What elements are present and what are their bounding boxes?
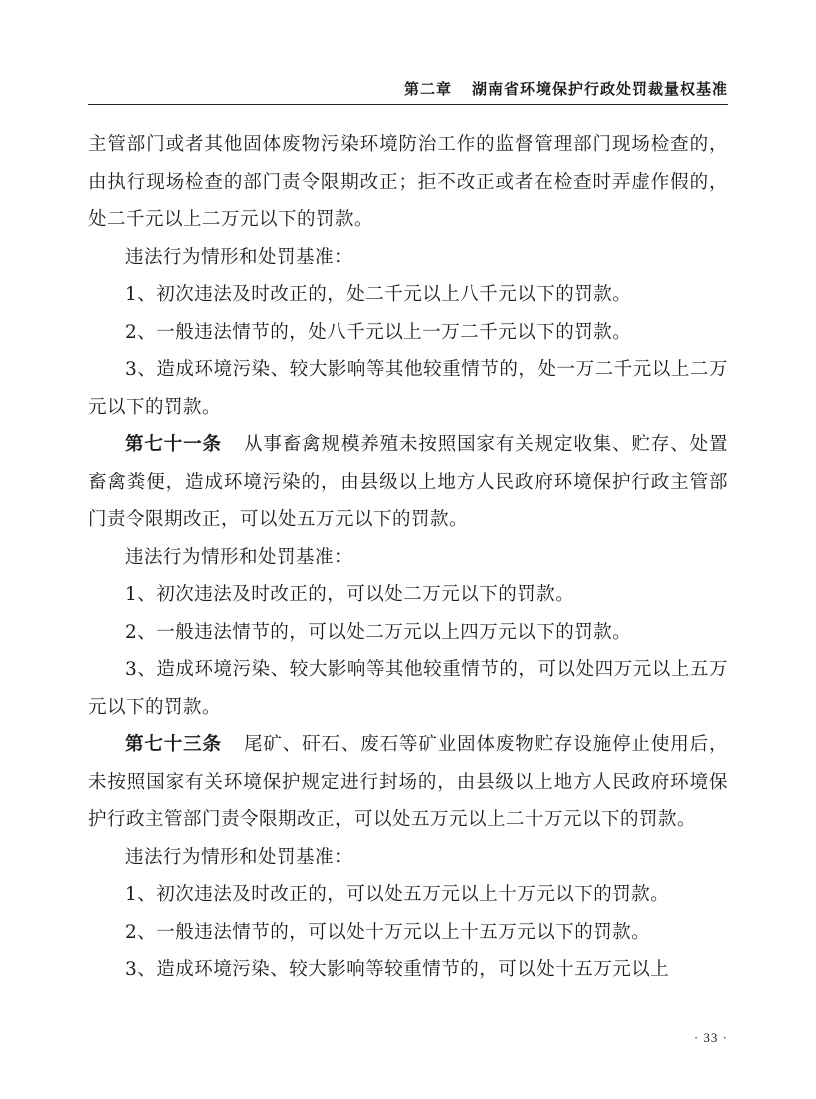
header-title: 湖南省环境保护行政处罚裁量权基准 (471, 80, 728, 98)
article-73-text: 尾矿、矸石、废石等矿业固体废物贮存设施停止使用后，未按照国家有关环境保护规定进行封场的，由县级以上地方人民政府环境保护行政主管部门责令限期改正，可以处五万元以上二十万元以下的罚款。 (88, 734, 728, 830)
paragraph-continued: 主管部门或者其他固体废物污染环境防治工作的监督管理部门现场检查的，由执行现场检查的部门责令限期改正；拒不改正或者在检查时弄虚作假的，处二千元以上二万元以下的罚款。 (88, 134, 728, 230)
page-number: · 33 · (693, 1030, 728, 1045)
criteria-item-3: 3、造成环境污染、较大影响等较重情节的，可以处十五万元以上 (125, 959, 670, 980)
article-71-text: 从事畜禽规模养殖未按照国家有关规定收集、贮存、处置畜禽粪便，造成环境污染的，由县级以上地方人民政府环境保护行政主管部门责令限期改正，可以处五万元以下的罚款。 (88, 434, 728, 530)
criteria-heading: 违法行为情形和处罚基准： (125, 246, 354, 268)
criteria-item-2: 2、一般违法情节的，处八千元以上一万二千元以下的罚款。 (125, 321, 632, 343)
criteria-item-3: 3、造成环境污染、较大影响等其他较重情节的，可以处四万元以上五万元以下的罚款。 (88, 659, 728, 718)
article-71-title: 第七十一条 (125, 434, 222, 455)
criteria-heading: 违法行为情形和处罚基准： (125, 846, 354, 868)
criteria-item-1: 1、初次违法及时改正的，可以处五万元以上十万元以下的罚款。 (125, 884, 670, 905)
header-chapter: 第二章 (403, 80, 452, 98)
criteria-item-2: 2、一般违法情节的，可以处二万元以上四万元以下的罚款。 (125, 621, 632, 643)
header-rule (88, 104, 728, 105)
page-body (88, 126, 728, 989)
article-73-title: 第七十三条 (125, 734, 222, 755)
criteria-item-3: 3、造成环境污染、较大影响等其他较重情节的，处一万二千元以上二万元以下的罚款。 (88, 359, 728, 418)
article-71 (88, 426, 728, 539)
criteria-item-2: 2、一般违法情节的，可以处十万元以上十五万元以下的罚款。 (125, 921, 651, 943)
article-73 (88, 726, 728, 839)
criteria-heading: 违法行为情形和处罚基准： (125, 546, 354, 568)
running-header (88, 78, 728, 102)
criteria-item-1: 1、初次违法及时改正的，处二千元以上八千元以下的罚款。 (125, 284, 632, 305)
criteria-item-1: 1、初次违法及时改正的，可以处二万元以下的罚款。 (125, 584, 575, 605)
